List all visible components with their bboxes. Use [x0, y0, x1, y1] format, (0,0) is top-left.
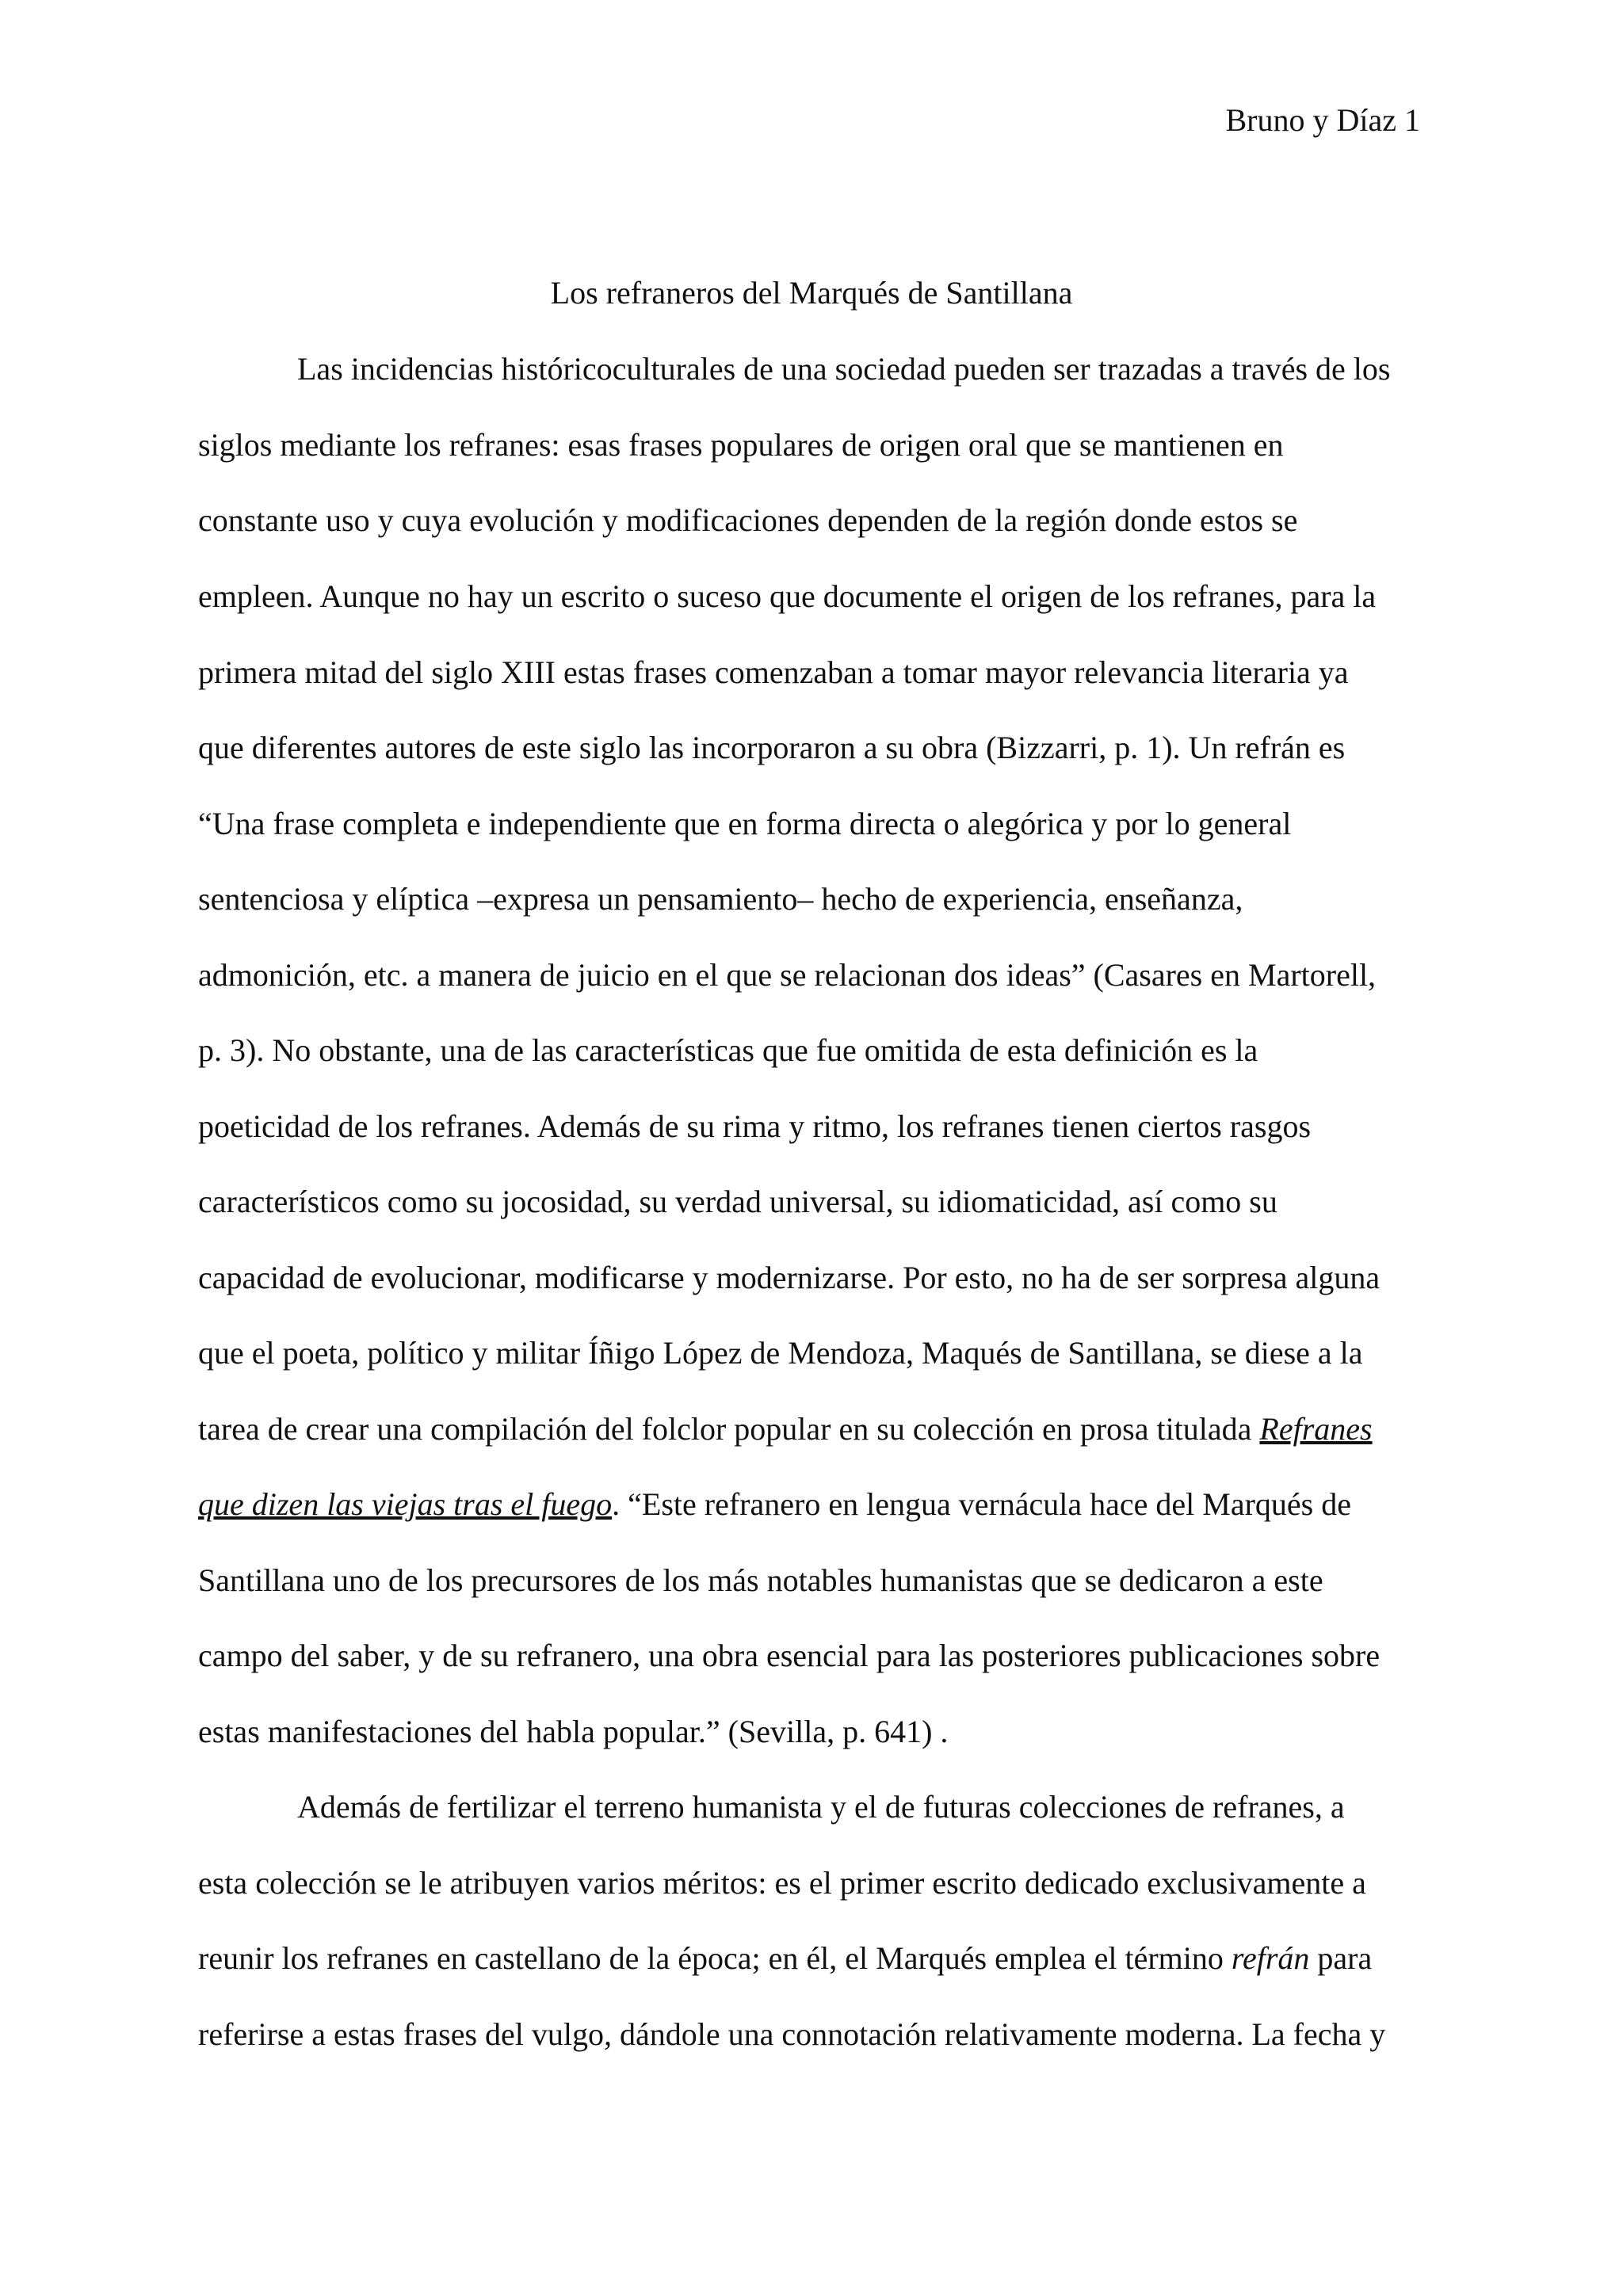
text-line: primera mitad del siglo XIII estas frases comenzaban a tomar mayor relevancia literaria ya [198, 654, 1349, 690]
text-line: admonición, etc. a manera de juicio en el que se relacionan dos ideas” (Casares en Martorell, [198, 957, 1377, 993]
text-line [198, 1936, 1372, 1981]
text-line: estas manifestaciones del habla popular.” (Sevilla, p. 641) . [198, 1714, 949, 1749]
text-line: p. 3). No obstante, una de las características que fue omitida de esta definición es la [198, 1032, 1258, 1068]
italic-term: refrán [1231, 1940, 1310, 1976]
text-line [198, 1407, 1373, 1451]
text-line: constante uso y cuya evolución y modificaciones dependen de la región donde estos se [198, 502, 1298, 538]
text-line: “Una frase completa e independiente que en forma directa o alegórica y por lo general [198, 806, 1292, 841]
text-segment: para [1309, 1940, 1373, 1976]
text-segment: reunir los refranes en castellano de la época; en él, el Marqués emplea el término [198, 1940, 1232, 1976]
text-segment: referirse a estas frases del vulgo [198, 2016, 604, 2052]
text-line: siglos mediante los refranes: esas frases populares de origen oral que se mantienen en [198, 427, 1284, 463]
text-line: sentenciosa y elíptica –expresa un pensamiento– hecho de experiencia, enseñanza, [198, 881, 1243, 917]
text-segment: . “Este refranero en lengua vernácula hace del Marqués de [612, 1486, 1351, 1522]
text-line: campo del saber, y de su refranero, una obra esencial para las posteriores publicaciones sobre [198, 1638, 1381, 1673]
text-line: característicos como su jocosidad, su verdad universal, su idiomaticidad, así como su [198, 1184, 1277, 1219]
text-line: Las incidencias históricoculturales de una sociedad pueden ser trazadas a través de los [297, 351, 1391, 387]
text-line: poeticidad de los refranes. Además de su rima y ritmo, los refranes tienen ciertos rasgos [198, 1108, 1312, 1144]
text-segment: dándole una connotación relativamente moderna. La fecha y [612, 2016, 1386, 2052]
text-line: que diferentes autores de este siglo las incorporaron a su obra (Bizzarri, p. 1). Un refrán es [198, 730, 1346, 765]
text-line: Además de fertilizar el terreno humanista y el de futuras colecciones de refranes, a [297, 1789, 1345, 1825]
text-line: que el poeta, político y militar Íñigo López de Mendoza, Maqués de Santillana, se diese a la [198, 1335, 1363, 1371]
text-line [198, 1482, 1351, 1527]
text-line [198, 2012, 1385, 2057]
text-segment: tarea de crear una compilación del folclor popular en su colección en prosa titulada [198, 1411, 1260, 1447]
work-title-part-2: que dizen las viejas tras el fuego [198, 1486, 613, 1522]
work-title-part-1: Refranes [1259, 1411, 1373, 1447]
document-title: Los refraneros del Marqués de Santillana [550, 275, 1073, 311]
running-head: Bruno y Díaz 1 [1225, 102, 1420, 138]
text-line: Santillana uno de los precursores de los más notables humanistas que se dedicaron a este [198, 1562, 1323, 1598]
text-line: empleen. Aunque no hay un escrito o suceso que documente el origen de los refranes, para la [198, 578, 1377, 614]
italic-comma: , [604, 2016, 612, 2052]
text-line: capacidad de evolucionar, modificarse y modernizarse. Por esto, no ha de ser sorpresa alguna [198, 1260, 1381, 1295]
text-line: esta colección se le atribuyen varios méritos: es el primer escrito dedicado exclusivamente a [198, 1865, 1366, 1901]
